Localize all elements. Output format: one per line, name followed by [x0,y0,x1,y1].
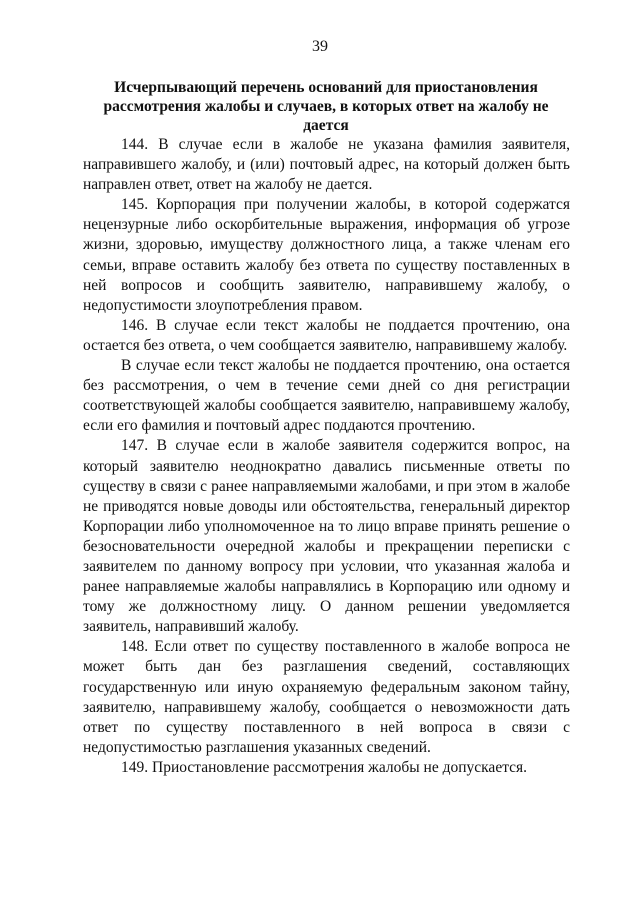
body-text [83,135,570,778]
paragraph-147: 147. В случае если в жалобе заявителя содержится вопрос, на который заявителю неоднократно давались письменные ответы по существу в связи с ранее направляемыми жалобами, и при этом в жалобе не приводятся новые доводы или обстоятельства, генеральный директор Корпорации либо уполномоченное на то лицо вправе принять решение о безосновательности очередной жалобы и прекращении переписки с заявителем по данному вопросу при условии, что указанная жалоба и ранее направляемые жалобы направлялись в Корпорацию или одному и тому же должностному лицу. О данном решении уведомляется заявитель, направивший жалобу. [83,437,570,636]
paragraph-149: 149. Приостановление рассмотрения жалобы не допускается. [121,758,528,776]
paragraph-148: 148. Если ответ по существу поставленного в жалобе вопроса не может быть дан без разглашения сведений, составляющих государственную или иную охраняемую федеральным законом тайну, заявителю, направившему жалобу, сообщается о невозможности дать ответ по существу поставленного в ней вопроса в связи с недопустимостью разглашения указанных сведений. [83,638,570,756]
paragraph-144: 144. В случае если в жалобе не указана фамилия заявителя, направившего жалобу, и (или) почтовый адрес, на который должен быть направлен ответ, ответ на жалобу не дается. [83,136,570,194]
paragraph-146: 146. В случае если текст жалобы не поддается прочтению, она остается без ответа, о чем сообщается заявителю, направившему жалобу. [83,316,570,354]
section-heading [82,78,570,135]
page-number: 39 [312,38,328,55]
paragraph-146-continued: В случае если текст жалобы не поддается прочтению, она остается без рассмотрения, о чем в течение семи дней со дня регистрации соответствующей жалобы сообщается заявителю, направившему жалобу, если его фамилия и почтовый адрес поддаются прочтению. [83,357,570,435]
paragraph-145: 145. Корпорация при получении жалобы, в которой содержатся нецензурные либо оскорбительные выражения, информация об угрозе жизни, здоровью, имуществу должностного лица, а также членам его семьи, вправе оставить жалобу без ответа по существу поставленных в ней вопросов и сообщить заявителю, направившему жалобу, о недопустимости злоупотребления правом. [83,196,570,314]
section-heading-line-1: Исчерпывающий перечень оснований для приостановления [114,79,538,96]
section-heading-line-2: рассмотрения жалобы и случаев, в которых ответ на жалобу не дается [103,98,549,134]
